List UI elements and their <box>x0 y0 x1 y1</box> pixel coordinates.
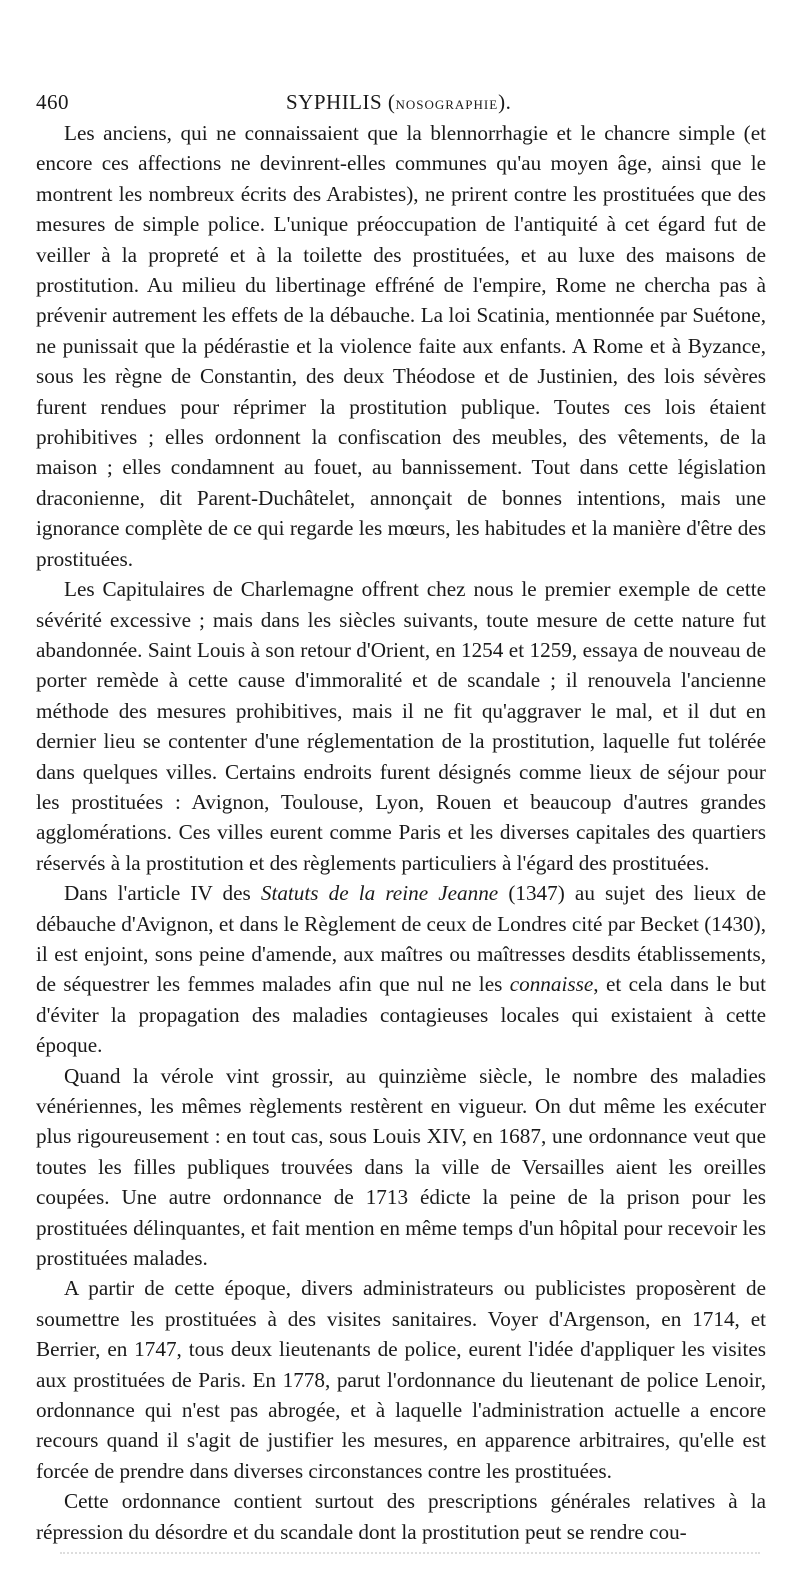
paragraph <box>36 1061 766 1274</box>
paragraph <box>36 118 766 574</box>
paragraph-text: Les anciens, qui ne connaissaient que la blennorrhagie et le chancre simple (et encore ces affections ne devinrent-elles communes qu'au moyen âge, ainsi que le montrent les nombreux écrits des Arabistes), ne prirent contre les prostituées que des mesures de simple police. L'unique préoccupation de l'antiquité à cet égard fut de veiller à la propreté et à la toilette des prostituées, et au luxe des maisons de prostitution. Au milieu du libertinage effréné de l'empire, Rome ne chercha pas à prévenir autrement les effets de la débauche. La loi Scatinia, mentionnée par Suétone, ne punissait que la pédérastie et la violence faite aux enfants. A Rome et à Byzance, sous les règne de Constantin, des deux Théodose et de Justinien, des lois sévères furent rendues pour réprimer la prostitution publique. Toutes ces lois étaient prohibitives ; elles ordonnent la confiscation des meubles, des vêtements, de la maison ; elles condamnent au fouet, au bannissement. Tout dans cette législation draconienne, dit Parent-Duchâtelet, annonçait de bonnes intentions, mais une ignorance complète de ce qui regarde les mœurs, les habitudes et la manière d'être des prostituées. <box>36 121 766 571</box>
body-text <box>36 118 766 1547</box>
paragraph <box>36 574 766 878</box>
running-title-end: ). <box>498 90 512 114</box>
paragraph-text: Cette ordonnance contient surtout des prescriptions générales relatives à la répression du désordre et du scandale dont la prostitution peut se rendre cou- <box>36 1489 766 1544</box>
book-page <box>36 84 766 1547</box>
running-title <box>286 90 511 115</box>
paragraph <box>36 1273 766 1486</box>
bottom-scan-marks <box>60 1552 760 1558</box>
paragraph-text: , et cela dans le but d'éviter la propagation des maladies contagieuses locales qui existaient à cette époque. <box>36 972 766 1058</box>
italic-text: Statuts de la reine Jeanne <box>260 881 499 906</box>
paragraph-text: Dans l'article IV des <box>64 881 261 906</box>
paragraph-text: Quand la vérole vint grossir, au quinzième siècle, le nombre des maladies vénériennes, les mêmes règlements restèrent en vigueur. On dut même les exécuter plus rigoureusement : en tout cas, sous Louis XIV, en 1687, une ordonnance veut que toutes les filles publiques trouvées dans la ville de Versailles aient les oreilles coupées. Une autre ordonnance de 1713 édicte la peine de la prison pour les prostituées délinquantes, et fait mention en même temps d'un hôpital pour recevoir les prostituées malades. <box>36 1063 766 1271</box>
running-title-main: SYPHILIS ( <box>286 90 396 114</box>
paragraph <box>36 878 766 1060</box>
italic-text: connaisse <box>509 972 594 997</box>
running-title-subtitle: NOSOGRAPHIE <box>395 97 499 112</box>
running-head <box>36 84 766 118</box>
paragraph <box>36 1486 766 1547</box>
paragraph-text: (1347) au sujet des lieux de débauche d'Avignon, et dans le Règlement de ceux de Londres cité par Becket (1430), il est enjoint, sons peine d'amende, aux maîtres ou maîtresses desdits établissements, de séquestrer les femmes malades afin que nul ne les <box>36 881 767 997</box>
paragraph-text: A partir de cette époque, divers administrateurs ou publicistes proposèrent de soumettre les prostituées à des visites sanitaires. Voyer d'Argenson, en 1714, et Berrier, en 1747, tous deux lieutenants de police, eurent l'idée d'appliquer les visites aux prostituées de Paris. En 1778, parut l'ordonnance du lieutenant de police Lenoir, ordonnance qui n'est pas abrogée, et à laquelle l'administration actuelle a encore recours quand il s'agit de justifier les mesures, en apparence arbitraires, qu'elle est forcée de prendre dans diverses circonstances contre les prostituées. <box>36 1276 766 1483</box>
page-number: 460 <box>36 90 69 114</box>
paragraph-text: Les Capitulaires de Charlemagne offrent chez nous le premier exemple de cette sévérité excessive ; mais dans les siècles suivants, toute mesure de cette nature fut abandonnée. Saint Louis à son retour d'Orient, en 1254 et 1259, essaya de nouveau de porter remède à cette cause d'immoralité et de scandale ; il renouvela l'ancienne méthode des mesures prohibitives, mais il ne fit qu'aggraver le mal, et il dut en dernier lieu se contenter d'une réglementation de la prostitution, laquelle fut tolérée dans quelques villes. Certains endroits furent désignés comme lieux de séjour pour les prostituées : Avignon, Toulouse, Lyon, Rouen et beaucoup d'autres grandes agglomérations. Ces villes eurent comme Paris et les diverses capitales des quartiers réservés à la prostitution et des règlements particuliers à l'égard des prostituées. <box>36 577 766 875</box>
